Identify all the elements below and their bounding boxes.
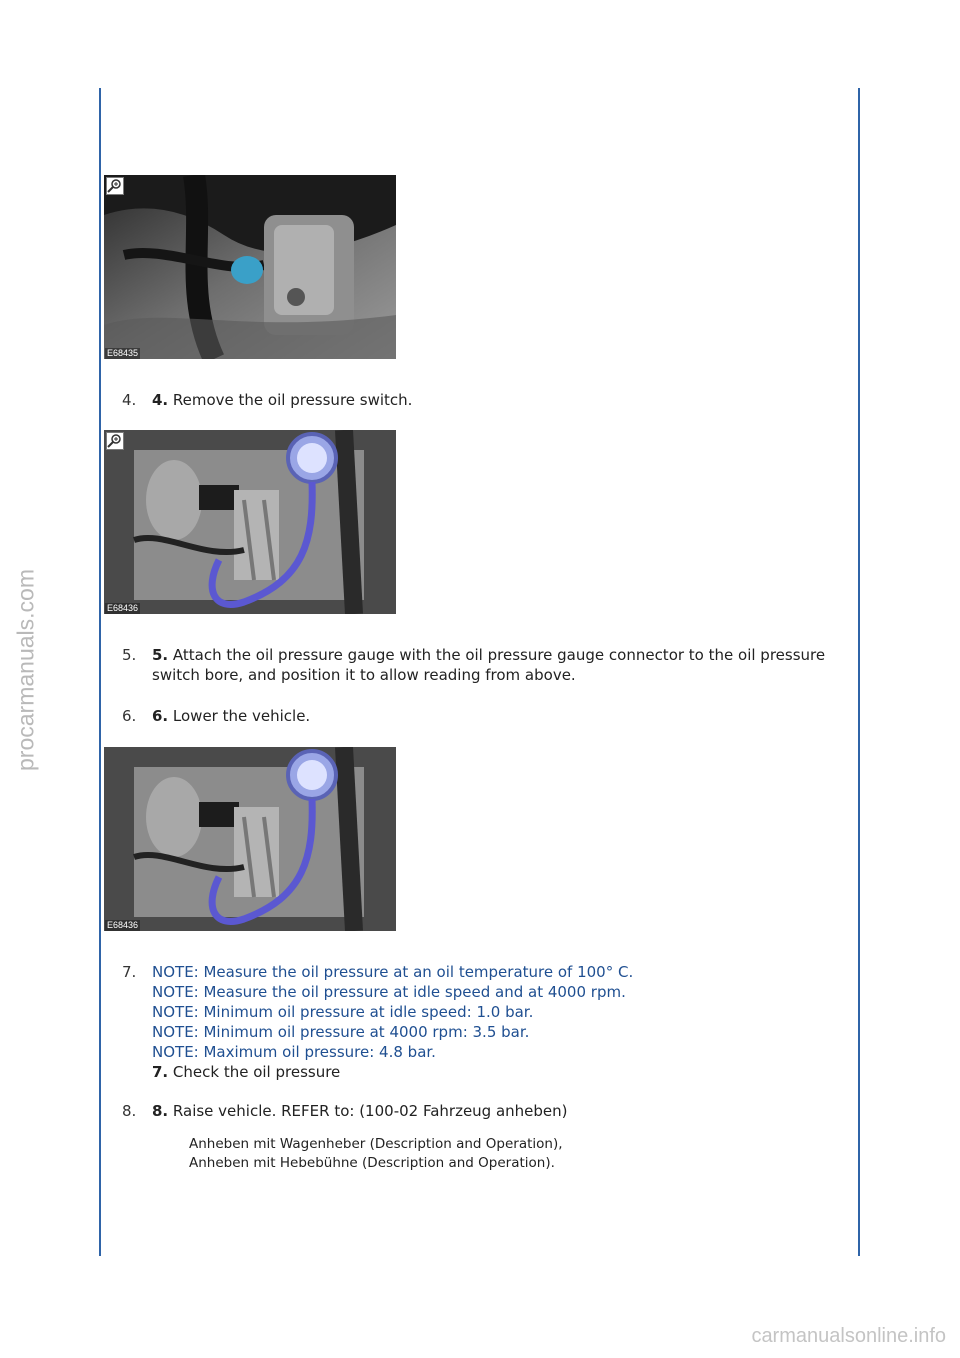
- engine-gauge-photo: [104, 430, 396, 614]
- engine-photo: [104, 175, 396, 359]
- left-margin-rule: [99, 88, 101, 1256]
- figure-label: E68436: [107, 920, 139, 930]
- engine-gauge-photo: [104, 747, 396, 931]
- reference-link-lift[interactable]: Anheben mit Hebebühne (Description and Operation).: [189, 1155, 555, 1171]
- side-watermark: [6, 560, 46, 780]
- note: NOTE: Measure the oil pressure at an oil temperature of 100° C.: [152, 963, 634, 981]
- bottom-watermark: carmanualsonline.info: [751, 1325, 946, 1347]
- figure-gauge-attached[interactable]: [104, 430, 396, 614]
- zoom-icon[interactable]: [106, 177, 124, 195]
- zoom-icon[interactable]: [106, 432, 124, 450]
- note: NOTE: Minimum oil pressure at 4000 rpm: 3.5 bar.: [152, 1023, 530, 1041]
- right-margin-rule: [858, 88, 860, 1256]
- figure-gauge-reading[interactable]: [104, 747, 396, 931]
- step-8-references: [189, 1135, 829, 1173]
- figure-oil-switch-location[interactable]: [104, 175, 396, 359]
- side-watermark-text: procarmanuals.com: [12, 569, 39, 771]
- note: NOTE: Minimum oil pressure at idle speed: 1.0 bar.: [152, 1003, 534, 1021]
- figure-label: E68436: [107, 603, 139, 613]
- reference-link-jack[interactable]: Anheben mit Wagenheber (Description and Operation),: [189, 1136, 563, 1152]
- figure-label: E68435: [107, 348, 139, 358]
- note: NOTE: Measure the oil pressure at idle speed and at 4000 rpm.: [152, 983, 626, 1001]
- note: NOTE: Maximum oil pressure: 4.8 bar.: [152, 1043, 436, 1061]
